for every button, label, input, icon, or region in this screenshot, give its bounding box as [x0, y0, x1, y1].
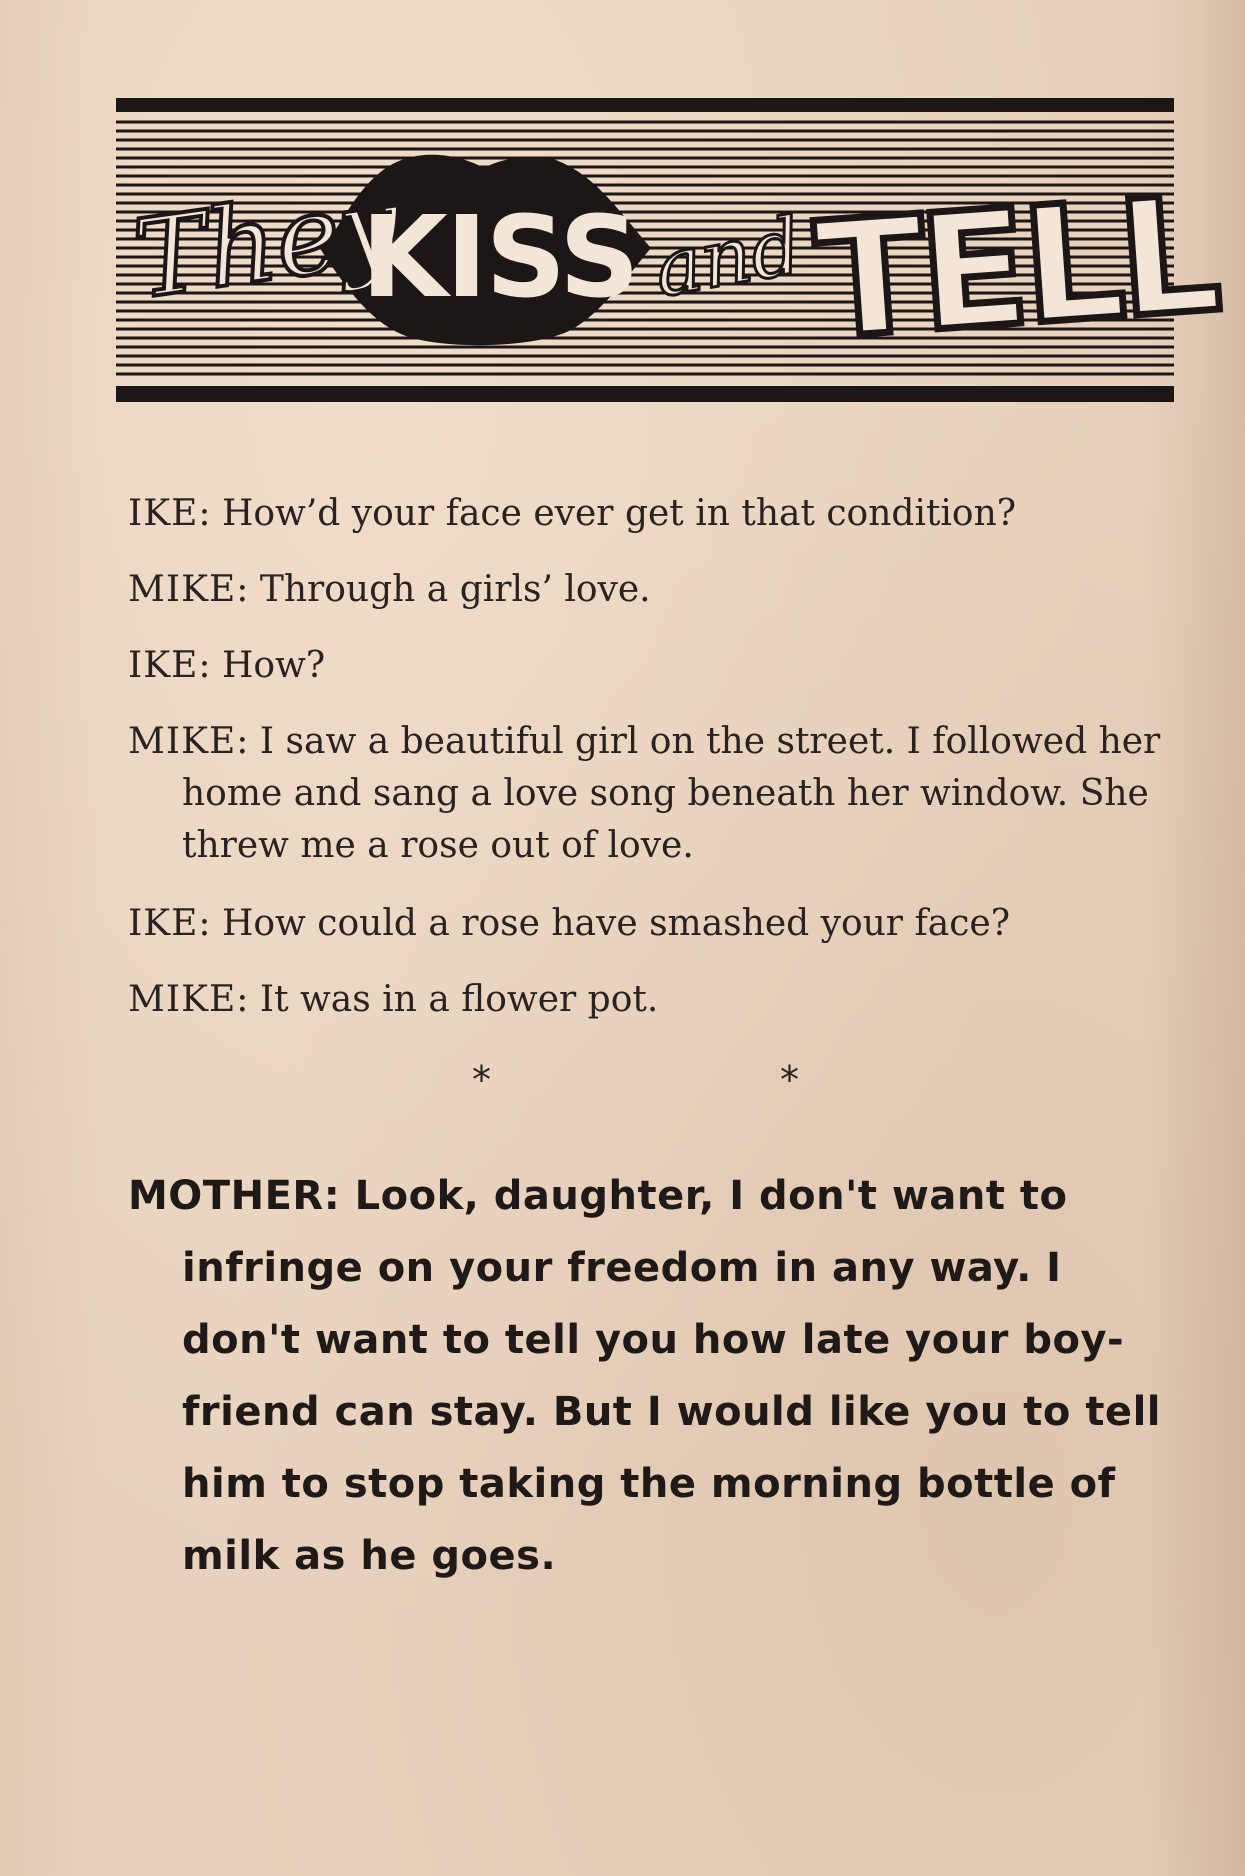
- dialogue-line: [128, 640, 1168, 692]
- speaker-colon: :: [198, 493, 222, 534]
- banner-word-tell: TELL: [810, 160, 1221, 375]
- speaker-label: MIKE: [128, 569, 237, 610]
- speaker-label: MIKE: [128, 721, 237, 762]
- banner-word-kiss: KISS: [361, 193, 638, 323]
- speaker-label: IKE: [128, 645, 199, 686]
- separator-asterisk-left: *: [472, 1058, 491, 1102]
- separator-asterisk-right: *: [780, 1058, 799, 1102]
- speaker-colon: :: [236, 569, 260, 610]
- speaker-colon: :: [236, 979, 260, 1020]
- mother-joke: [128, 1160, 1168, 1592]
- dialogue-text: I saw a beautiful girl on the street. I followed her home and sang a love song beneath her window. She threw me a rose out of love.: [182, 721, 1161, 866]
- dialogue-text: Through a girls’ love.: [259, 569, 651, 610]
- dialogue-line: [128, 898, 1168, 950]
- dialogue-line: [128, 488, 1168, 540]
- dialogue-line: [128, 716, 1168, 872]
- banner-top-rule: [116, 98, 1174, 112]
- mother-joke-text: Look, daughter, I don't want to infringe on your freedom in any way. I don't want to tell you how late your boy-friend can stay. But I would like you to tell him to stop taking the morning bottle of milk as he goes.: [182, 1173, 1161, 1579]
- joke-dialogue: [128, 488, 1168, 1050]
- dialogue-text: How could a rose have smashed your face?: [221, 903, 1011, 944]
- dialogue-text: How’d your face ever get in that condition?: [221, 493, 1017, 534]
- speaker-label: IKE: [128, 903, 199, 944]
- banner-word-they: They: [127, 162, 409, 324]
- speaker-label: MIKE: [128, 979, 237, 1020]
- speaker-colon: :: [198, 903, 222, 944]
- dialogue-text: It was in a flower pot.: [259, 979, 659, 1020]
- speaker-colon: :: [236, 721, 260, 762]
- banner-bottom-rule: [116, 386, 1174, 402]
- speaker-colon: :: [323, 1173, 355, 1219]
- asterisk-separator: [0, 1058, 1245, 1118]
- title-banner: [116, 98, 1221, 420]
- dialogue-line: [128, 974, 1168, 1026]
- speaker-colon: :: [198, 645, 222, 686]
- speaker-label: IKE: [128, 493, 199, 534]
- banner-word-and: and: [647, 200, 808, 316]
- title-banner-graphic: [116, 98, 1221, 420]
- dialogue-line: [128, 564, 1168, 616]
- mother-speaker-label: MOTHER: [128, 1173, 324, 1219]
- dialogue-text: How?: [221, 645, 326, 686]
